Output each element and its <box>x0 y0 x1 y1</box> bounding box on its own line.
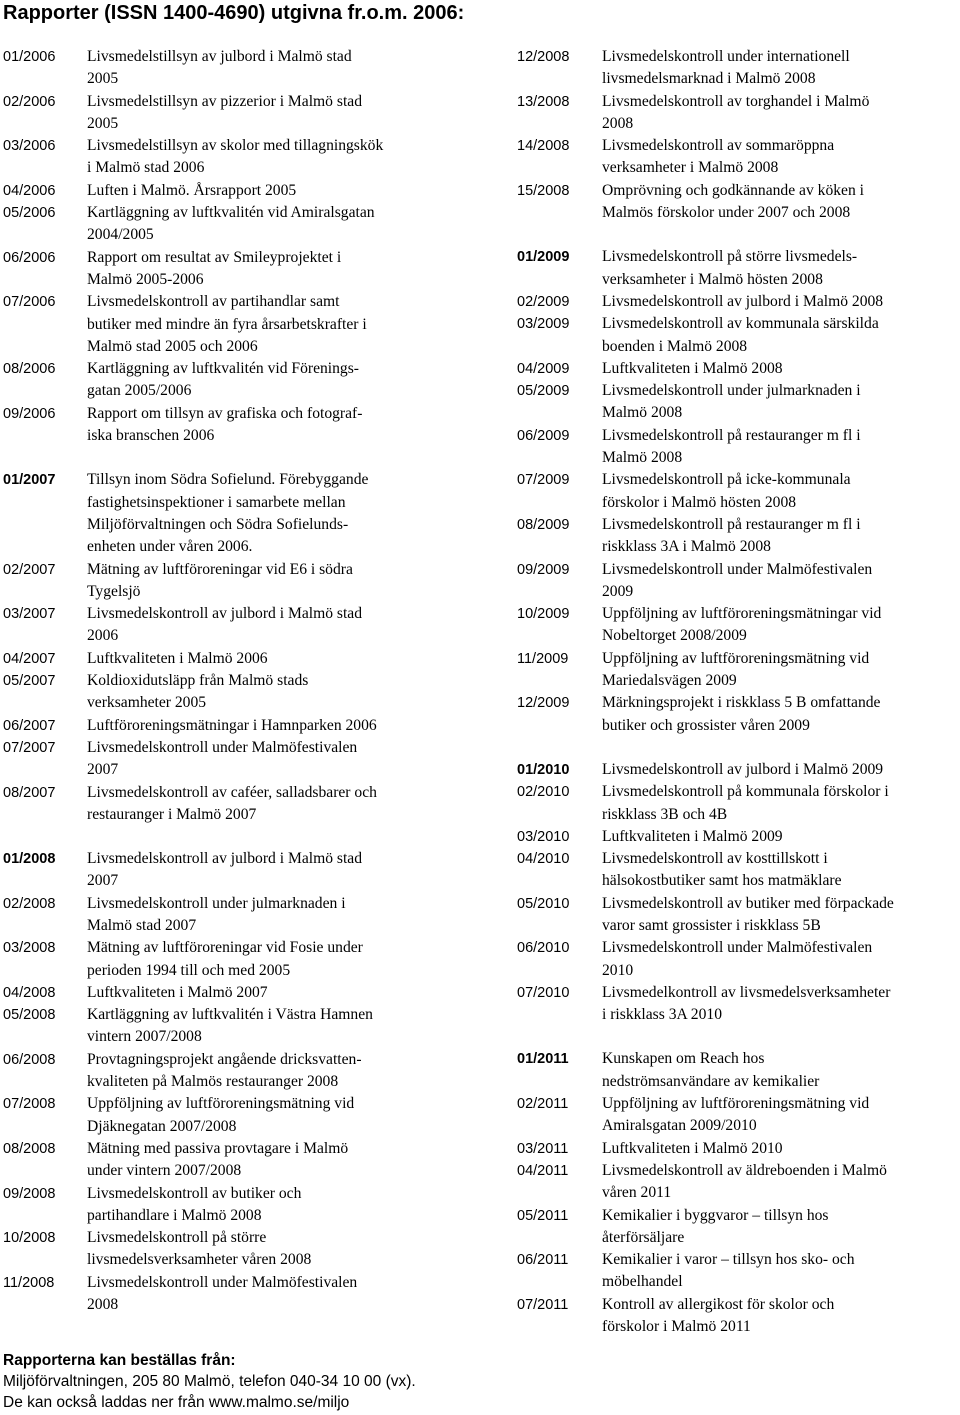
report-entry <box>3 1093 483 1138</box>
report-number: 01/2010 <box>517 761 570 778</box>
report-number: 03/2011 <box>517 1140 569 1157</box>
report-number: 08/2008 <box>3 1140 56 1157</box>
download-info: De kan också laddas ner från www.malmo.se/miljo <box>3 1394 350 1411</box>
report-entry <box>517 246 960 291</box>
report-number: 04/2009 <box>517 360 570 377</box>
report-number: 08/2007 <box>3 784 56 801</box>
report-title: Livsmedelskontroll under julmarknaden i Malmö stad 2007 <box>87 894 346 934</box>
report-entry <box>517 1249 960 1294</box>
report-number: 06/2007 <box>3 717 56 734</box>
report-number: 09/2009 <box>517 561 570 578</box>
report-title: Kartläggning av luftkvalitén vid Förenings- gatan 2005/2006 <box>87 360 359 400</box>
report-number: 07/2007 <box>3 739 56 756</box>
report-entry <box>517 135 960 180</box>
report-entry <box>3 937 483 982</box>
report-title: Provtagningsprojekt angående dricksvatten- kvaliteten på Malmös restauranger 2008 <box>87 1050 362 1091</box>
report-title: Kartläggning av luftkvalitén i Västra Hamnen vintern 2007/2008 <box>87 1006 373 1046</box>
report-number: 01/2006 <box>3 49 56 65</box>
report-title: Luftkvaliteten i Malmö 2007 <box>87 983 268 1001</box>
report-title: Livsmedelstillsyn av pizzerior i Malmö stad 2005 <box>87 92 362 132</box>
report-title: Tillsyn inom Södra Sofielund. Förebyggande fastighetsinspektioner i samarbete mellan Miljöförvaltningen och Södra Sofielunds- enheten under våren 2006. <box>87 471 369 556</box>
report-number: 10/2008 <box>3 1230 56 1247</box>
report-title: Livsmedelskontroll på kommunala förskolor i riskklass 3B och 4B <box>602 783 889 823</box>
report-title: Rapport om tillsyn av grafiska och fotograf- iska branschen 2006 <box>87 404 363 445</box>
report-number: 09/2008 <box>3 1185 56 1202</box>
year-separator <box>3 447 483 469</box>
report-number: 06/2006 <box>3 249 56 266</box>
report-title: Kontroll av allergikost för skolor och förskolor i Malmö 2011 <box>602 1295 835 1336</box>
report-entry <box>517 848 960 893</box>
report-number: 04/2007 <box>3 650 56 667</box>
report-title: Livsmedelskontroll på större livsmedels- verksamheter i Malmö hösten 2008 <box>602 248 858 288</box>
report-number: 05/2008 <box>3 1007 56 1024</box>
report-number: 04/2010 <box>517 851 570 868</box>
report-title: Livsmedelskontroll av kommunala särskilda boenden i Malmö 2008 <box>602 315 879 355</box>
report-entry <box>517 91 960 136</box>
report-entry <box>3 1272 483 1317</box>
report-number: 01/2011 <box>517 1051 569 1068</box>
report-entry <box>517 1205 960 1250</box>
report-entry <box>517 559 960 604</box>
report-title: Livsmedelskontroll av julbord i Malmö stad 2006 <box>87 605 363 645</box>
report-entry <box>3 91 483 136</box>
year-separator <box>517 224 960 246</box>
report-number: 09/2006 <box>3 405 56 422</box>
report-title: Livsmedelkontroll av livsmedelsverksamheter i riskklass 3A 2010 <box>602 983 891 1024</box>
report-entry <box>517 603 960 648</box>
report-number: 07/2006 <box>3 294 56 311</box>
report-entry <box>3 1004 483 1049</box>
report-number: 04/2011 <box>517 1162 569 1179</box>
report-entry <box>3 737 483 782</box>
report-number: 06/2010 <box>517 940 570 957</box>
report-number: 07/2008 <box>3 1096 56 1113</box>
report-number: 06/2008 <box>3 1051 56 1068</box>
report-title: Livsmedelskontroll av butiker med förpackade varor samt grossister i riskklass 5B <box>602 894 894 934</box>
report-entry <box>3 559 483 604</box>
year-separator <box>517 1026 960 1048</box>
report-title: Koldioxidutsläpp från Malmö stads verksamheter 2005 <box>87 672 309 712</box>
report-entry <box>517 380 960 425</box>
report-title: Livsmedelskontroll av partihandlar samt butiker med mindre än fyra årsarbetskrafter i Malmö stad 2005 och 2006 <box>87 293 367 355</box>
order-info <box>3 1350 703 1413</box>
report-title: Luften i Malmö. Årsrapport 2005 <box>87 181 297 199</box>
report-entry <box>517 46 960 91</box>
report-number: 07/2010 <box>517 984 570 1001</box>
report-title: Livsmedelstillsyn av skolor med tillagningskök i Malmö stad 2006 <box>87 137 384 177</box>
report-title: Kemikalier i byggvaror – tillsyn hos återförsäljare <box>602 1206 829 1246</box>
report-title: Kartläggning av luftkvalitén vid Amiralsgatan 2004/2005 <box>87 204 375 244</box>
report-entry <box>3 648 483 670</box>
report-number: 12/2009 <box>517 695 570 712</box>
report-title: Livsmedelskontroll under Malmöfestivalen 2010 <box>602 939 873 979</box>
report-title: Märkningsprojekt i riskklass 5 B omfattande butiker och grossister våren 2009 <box>602 694 881 734</box>
report-number: 05/2006 <box>3 205 56 222</box>
report-title: Livsmedelskontroll under julmarknaden i Malmö 2008 <box>602 382 861 422</box>
report-number: 06/2009 <box>517 427 570 444</box>
report-number: 03/2006 <box>3 138 56 155</box>
report-number: 10/2009 <box>517 606 570 623</box>
report-entry <box>517 1160 960 1205</box>
report-title: Luftkvaliteten i Malmö 2009 <box>602 827 783 845</box>
report-number: 03/2009 <box>517 316 570 333</box>
report-entry <box>517 692 960 737</box>
report-number: 04/2008 <box>3 984 56 1001</box>
report-entry <box>517 826 960 848</box>
report-entry <box>3 1183 483 1228</box>
report-entry <box>517 937 960 982</box>
report-number: 02/2009 <box>517 293 570 310</box>
report-number: 08/2009 <box>517 516 570 533</box>
report-number: 11/2009 <box>517 650 569 667</box>
report-number: 03/2007 <box>3 606 56 623</box>
report-entry <box>517 893 960 938</box>
report-number: 06/2011 <box>517 1252 569 1269</box>
report-title: Livsmedelskontroll av julbord i Malmö 2009 <box>602 760 884 778</box>
report-entry <box>3 782 483 827</box>
report-number: 02/2008 <box>3 895 56 912</box>
report-title: Mätning av luftföroreningar vid E6 i södra Tygelsjö <box>87 560 353 600</box>
report-title: Livsmedelskontroll på större livsmedelsverksamheter våren 2008 <box>87 1229 312 1269</box>
report-entry <box>3 715 483 737</box>
report-entry <box>517 1138 960 1160</box>
report-number: 04/2006 <box>3 182 56 199</box>
report-title: Uppföljning av luftföroreningsmätning vid Mariedalsvägen 2009 <box>602 649 870 690</box>
report-title: Rapport om resultat av Smileyprojektet i Malmö 2005-2006 <box>87 248 342 288</box>
report-title: Livsmedelskontroll under Malmöfestivalen 2009 <box>602 560 873 600</box>
report-title: Uppföljning av luftföroreningsmätningar vid Nobeltorget 2008/2009 <box>602 605 882 645</box>
report-entry <box>3 358 483 403</box>
report-title: Livsmedelskontroll av julbord i Malmö 2008 <box>602 292 884 310</box>
report-entry <box>3 893 483 938</box>
report-number: 05/2010 <box>517 895 570 912</box>
report-number: 02/2011 <box>517 1096 569 1113</box>
report-number: 13/2008 <box>517 93 570 110</box>
report-entry <box>3 180 483 202</box>
report-title: Livsmedelskontroll under Malmöfestivalen 2007 <box>87 738 358 779</box>
report-list-right <box>517 46 960 1338</box>
report-number: 07/2009 <box>517 472 570 489</box>
report-entry <box>3 1138 483 1183</box>
report-number: 12/2008 <box>517 49 570 65</box>
report-title: Luftkvaliteten i Malmö 2008 <box>602 359 783 377</box>
report-title: Mätning med passiva provtagare i Malmö under vintern 2007/2008 <box>87 1139 349 1180</box>
report-entry <box>517 514 960 559</box>
order-address: Miljöförvaltningen, 205 80 Malmö, telefon 040-34 10 00 (vx). <box>3 1373 416 1390</box>
report-title: Livsmedelskontroll av torghandel i Malmö 2008 <box>602 92 870 132</box>
report-number: 02/2007 <box>3 561 56 578</box>
report-title: Omprövning och godkännande av köken i Malmös förskolor under 2007 och 2008 <box>602 181 865 222</box>
report-entry <box>3 135 483 180</box>
report-title: Uppföljning av luftföroreningsmätning vid Djäknegatan 2007/2008 <box>87 1095 355 1135</box>
report-number: 11/2008 <box>3 1274 55 1291</box>
report-entry <box>517 781 960 826</box>
report-entry <box>517 291 960 313</box>
report-title: Livsmedelskontroll av sommaröppna verksamheter i Malmö 2008 <box>602 137 835 177</box>
report-title: Livsmedelskontroll av äldreboenden i Malmö våren 2011 <box>602 1161 887 1202</box>
report-entry <box>517 982 960 1027</box>
report-number: 07/2011 <box>517 1296 569 1313</box>
report-entry <box>3 982 483 1004</box>
report-number: 03/2010 <box>517 828 570 845</box>
report-title: Livsmedelskontroll under internationell livsmedelsmarknad i Malmö 2008 <box>602 48 850 88</box>
report-entry <box>517 313 960 358</box>
report-number: 03/2008 <box>3 940 56 957</box>
report-number: 08/2006 <box>3 361 56 378</box>
report-entry <box>517 1294 960 1339</box>
report-number: 02/2006 <box>3 93 56 110</box>
report-entry <box>517 1048 960 1093</box>
report-title: Uppföljning av luftföroreningsmätning vid Amiralsgatan 2009/2010 <box>602 1095 870 1135</box>
report-title: Kemikalier i varor – tillsyn hos sko- och möbelhandel <box>602 1251 855 1291</box>
report-entry <box>517 358 960 380</box>
report-entry <box>3 403 483 448</box>
report-number: 05/2007 <box>3 673 56 690</box>
report-entry <box>3 1049 483 1094</box>
report-title: Livsmedelskontroll under Malmöfestivalen 2008 <box>87 1273 358 1314</box>
report-list-left <box>3 46 483 1316</box>
report-entry <box>3 469 483 558</box>
year-separator <box>517 737 960 759</box>
report-entry <box>517 180 960 225</box>
report-entry <box>3 603 483 648</box>
report-number: 05/2011 <box>517 1207 569 1224</box>
report-title: Livsmedelskontroll av butiker och partihandlare i Malmö 2008 <box>87 1184 302 1224</box>
order-heading: Rapporterna kan beställas från: <box>3 1352 236 1369</box>
report-title: Luftkvaliteten i Malmö 2006 <box>87 649 268 667</box>
report-title: Livsmedelskontroll på restauranger m fl i riskklass 3A i Malmö 2008 <box>602 515 861 556</box>
report-entry <box>3 202 483 247</box>
report-title: Livsmedelskontroll av caféer, salladsbarer och restauranger i Malmö 2007 <box>87 783 377 823</box>
report-entry <box>3 247 483 292</box>
report-number: 14/2008 <box>517 138 570 155</box>
report-number: 01/2008 <box>3 851 56 868</box>
report-entry <box>3 291 483 358</box>
report-title: Livsmedelstillsyn av julbord i Malmö stad 2005 <box>87 48 352 88</box>
report-entry <box>517 469 960 514</box>
report-entry <box>517 1093 960 1138</box>
year-separator <box>3 826 483 848</box>
report-entry <box>3 848 483 893</box>
report-entry <box>3 1227 483 1272</box>
report-number: 01/2009 <box>517 249 570 266</box>
report-title: Livsmedelskontroll av kosttillskott i hälsokostbutiker samt hos matmäklare <box>602 850 842 890</box>
report-title: Livsmedelskontroll på restauranger m fl i Malmö 2008 <box>602 426 861 467</box>
report-entry <box>517 759 960 781</box>
report-number: 05/2009 <box>517 383 570 400</box>
report-title: Mätning av luftföroreningar vid Fosie under perioden 1994 till och med 2005 <box>87 939 363 979</box>
report-entry <box>3 670 483 715</box>
report-entry <box>517 648 960 693</box>
report-title: Livsmedelskontroll av julbord i Malmö stad 2007 <box>87 850 363 890</box>
report-entry <box>3 46 483 91</box>
report-title: Luftkvaliteten i Malmö 2010 <box>602 1139 783 1157</box>
page-title: Rapporter (ISSN 1400-4690) utgivna fr.o.m. 2006: <box>3 2 465 24</box>
report-title: Luftföroreningsmätningar i Hamnparken 2006 <box>87 716 377 734</box>
report-entry <box>517 425 960 470</box>
report-number: 01/2007 <box>3 472 56 489</box>
report-number: 15/2008 <box>517 182 570 199</box>
report-title: Kunskapen om Reach hos nedströmsanvändare av kemikalier <box>602 1050 820 1090</box>
report-title: Livsmedelskontroll på icke-kommunala förskolor i Malmö hösten 2008 <box>602 471 851 511</box>
report-number: 02/2010 <box>517 784 570 801</box>
